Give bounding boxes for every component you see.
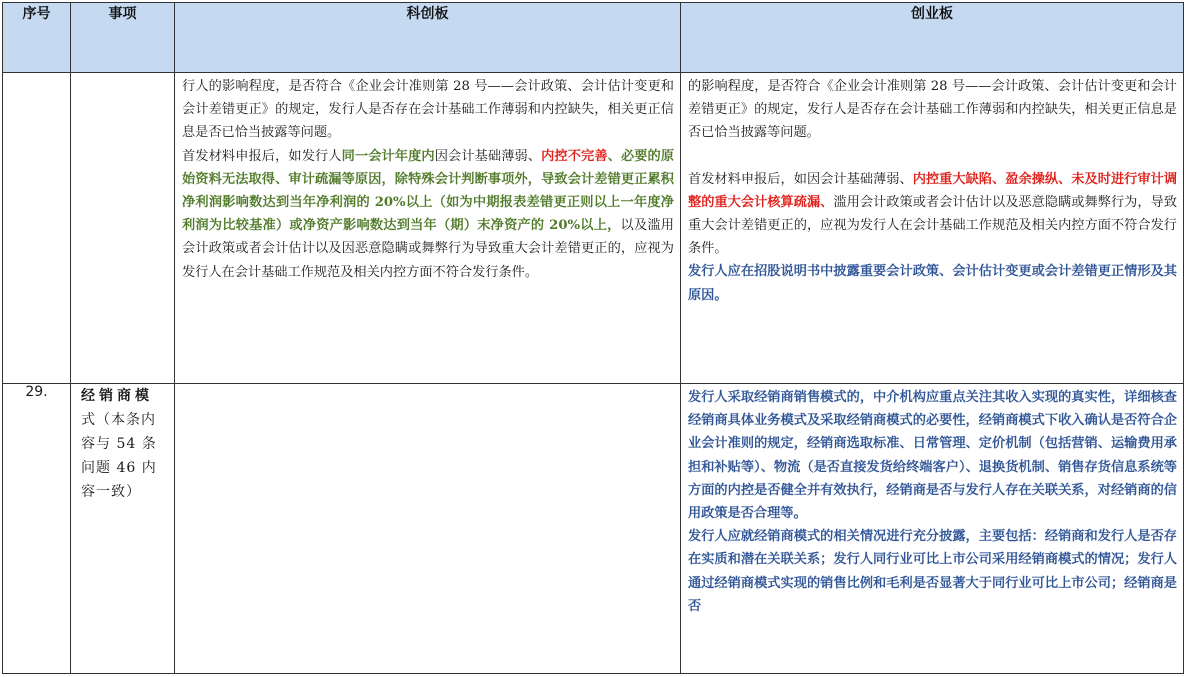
row1-gem-paragraph-3: 发行人应在招股说明书中披露重要会计政策、会计估计变更或会计差错更正情形及其原因。 [688, 264, 1177, 303]
row1-gem-cell [681, 73, 1184, 384]
text-run: 滥用会计政策或者会计估计以及恶意隐瞒或舞弊行为，导致重大会计差错更正的，应视为发行人在会计基础工作规范及相关内控方面不符合发行条件。 [688, 194, 1178, 257]
header-gem-board: 创业板 [681, 3, 1184, 73]
header-row [3, 3, 1184, 73]
text-run-green: 、必要的原始资料无法取得、审计疏漏等原因，除特殊会计判断事项外，导致会计差错更正累积净利润影响数达到当年净利润的 20%以上（如为中期报表差错更正则以上一年度净利润为比较基准）或净资产影响数达到当年（期）末净资产的 20%以上， [182, 148, 675, 234]
header-item: 事项 [71, 3, 175, 73]
paragraph-gap [688, 145, 1177, 168]
header-star-market: 科创板 [175, 3, 681, 73]
row1-star-paragraph-1: 行人的影响程度，是否符合《企业会计准则第 28 号——会计政策、会计估计变更和会计差错更正》的规定，发行人是否存在会计基础工作薄弱和内控缺失，相关更正信息是否已恰当披露等问题。 [182, 79, 674, 141]
text-run-green: 同一会计年度内 [341, 148, 435, 164]
row1-item-cell [71, 73, 175, 384]
row2-gem-cell [681, 384, 1184, 674]
table-row [3, 384, 1184, 674]
text-run: 首发材料申报后，如因会计基础薄弱、 [688, 171, 913, 187]
row1-gem-paragraph-2 [688, 168, 1177, 261]
row1-star-cell [175, 73, 681, 384]
text-run-red: 内控不完善 [541, 148, 608, 164]
text-run: 以及滥用会计政策或者会计估计以及因恶意隐瞒或舞弊行为导致重大会计差错更正的，应视为发行人在会计基础工作规范及相关内控方面不符合发行条件。 [182, 218, 674, 280]
row2-gem-paragraph-1: 发行人采取经销商销售模式的，中介机构应重点关注其收入实现的真实性，详细核查经销商具体业务模式及采取经销商模式的必要性，经销商模式下收入确认是否符合企业会计准则的规定，经销商选取标准、日常管理、定价机制（包括营销、运输费用承担和补贴等）、物流（是否直接发货给终端客户）、退换货机制、销售存货信息系统等方面的内控是否健全并有效执行，经销商是否与发行人存在关联关系，对经销商的信用政策是否合理等。 [688, 390, 1177, 522]
row2-serial-cell: 29. [3, 384, 71, 674]
row1-serial-cell [3, 73, 71, 384]
header-serial-number: 序号 [3, 3, 71, 73]
text-run: 因会计基础薄弱、 [434, 148, 542, 164]
text-run: 首发材料申报后，如发行人 [182, 148, 342, 164]
row2-item-note: 式（本条内容与 54 条问题 46 内容一致） [81, 412, 157, 500]
row2-star-cell [175, 384, 681, 674]
row1-star-paragraph-2 [182, 145, 674, 284]
row2-item-title: 经销商模 [81, 388, 153, 404]
row1-gem-paragraph-1: 的影响程度，是否符合《企业会计准则第 28 号——会计政策、会计估计变更和会计差错更正》的规定，发行人是否存在会计基础工作薄弱和内控缺失，相关更正信息是否已恰当披露等问题。 [688, 79, 1177, 141]
row2-item-cell [71, 384, 175, 674]
row2-gem-paragraph-2: 发行人应就经销商模式的相关情况进行充分披露，主要包括：经销商和发行人是否存在实质和潜在关联关系；发行人同行业可比上市公司采用经销商模式的情况；发行人通过经销商模式实现的销售比例和毛利是否显著大于同行业可比上市公司；经销商是否 [688, 529, 1177, 614]
text-run-red: 内控重大缺陷、盈余操纵、未及时进行审计调整的重大会计核算疏漏、 [688, 171, 1178, 210]
comparison-table [2, 2, 1184, 674]
table-row [3, 73, 1184, 384]
